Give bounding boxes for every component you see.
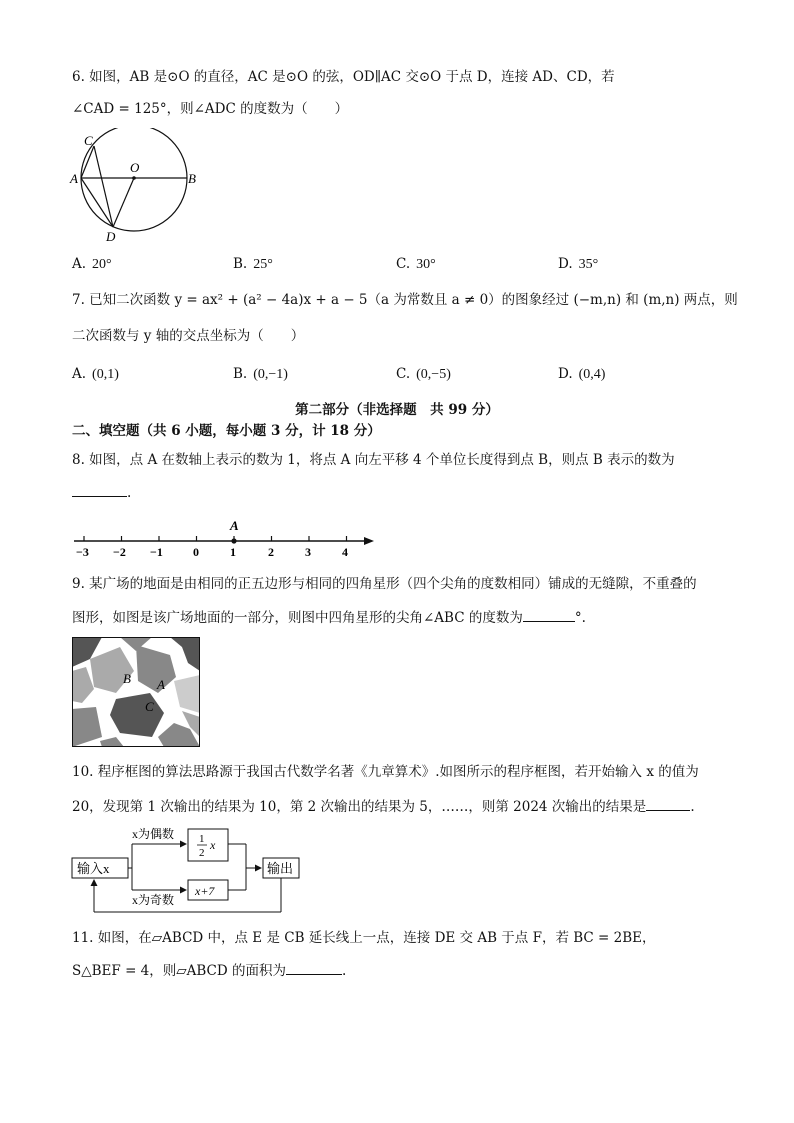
q10-text-line1: 10. 程序框图的算法思路源于我国古代数学名著《九章算术》.如图所示的程序框图，若开始输入 x 的值为 — [72, 764, 699, 780]
q8-point-label-a: A — [230, 518, 239, 533]
q9-label-A: A — [157, 677, 165, 692]
q6-option-a[interactable]: A. 20° — [72, 256, 112, 272]
q7-option-a[interactable]: A. (0,1) — [72, 366, 119, 382]
q6-label-D: D — [106, 229, 116, 244]
q6-label-A: A — [70, 171, 78, 186]
q8-number-line — [68, 514, 382, 560]
q10-half-var: x — [210, 838, 216, 852]
q10-plus7-box: x+7 — [195, 884, 215, 898]
q10-odd-label: x为奇数 — [132, 893, 175, 907]
q6-option-b[interactable]: B. 25° — [233, 256, 273, 272]
q6-label-C: C — [84, 133, 93, 148]
q8-tick-label: 3 — [305, 545, 311, 559]
q6-text-line1: 6. 如图，AB 是⊙O 的直径，AC 是⊙O 的弦，OD∥AC 交⊙O 于点 D，连接 AD、CD，若 — [72, 69, 615, 85]
q8-tick-label: 2 — [268, 545, 274, 559]
q8-tick-label: −1 — [150, 545, 163, 559]
q8-tick-label: 1 — [230, 545, 236, 559]
q8-answer-line: . — [72, 482, 131, 502]
q10-half-numerator: 1 — [199, 833, 205, 845]
q7-option-b[interactable]: B. (0,−1) — [233, 366, 288, 382]
q8-text-line1: 8. 如图，点 A 在数轴上表示的数为 1，将点 A 向左平移 4 个单位长度得到点 B，则点 B 表示的数为 — [72, 452, 675, 468]
q7-text-line2: 二次函数与 y 轴的交点坐标为（ ） — [72, 328, 305, 344]
q6-text-line2: ∠CAD = 125°，则∠ADC 的度数为（ ） — [72, 101, 349, 117]
q11-answer-blank[interactable] — [286, 960, 342, 975]
q10-even-label: x为偶数 — [132, 827, 175, 841]
q6-circle-figure — [66, 128, 216, 246]
q7-text-line1: 7. 已知二次函数 y = ax² + (a² − 4a)x + a − 5（a 为常数且 a ≠ 0）的图象经过 (−m,n) 和 (m,n) 两点，则 — [72, 292, 738, 308]
q6-label-O: O — [130, 160, 140, 175]
q11-text-line1: 11. 如图，在▱ABCD 中，点 E 是 CB 延长线上一点，连接 DE 交 AB 于点 F，若 BC = 2BE， — [72, 930, 656, 946]
q9-answer-blank[interactable] — [523, 607, 575, 622]
q7-option-d[interactable]: D. (0,4) — [558, 366, 606, 382]
part2-title: 第二部分（非选择题 共 99 分） — [295, 402, 499, 418]
q7-option-c[interactable]: C. (0,−5) — [396, 366, 451, 382]
q10-input-box: 输入x — [77, 861, 110, 876]
q10-answer-blank[interactable] — [646, 796, 690, 811]
q9-text-line1: 9. 某广场的地面是由相同的正五边形与相同的四角星形（四个尖角的度数相同）铺成的无缝隙，不重叠的 — [72, 576, 697, 592]
q8-tick-label: 4 — [342, 545, 348, 559]
q10-text-line2: 20，发现第 1 次输出的结果为 10，第 2 次输出的结果为 5，……，则第 2024 次输出的结果是 . — [72, 796, 695, 816]
q9-label-C: C — [145, 699, 154, 714]
q10-output-box: 输出 — [267, 861, 294, 876]
q9-label-B: B — [123, 671, 131, 686]
q6-option-c[interactable]: C. 30° — [396, 256, 436, 272]
q10-half-denominator: 2 — [199, 847, 205, 859]
q6-option-d[interactable]: D. 35° — [558, 256, 599, 272]
q9-text-line2: 图形，如图是该广场地面的一部分，则图中四角星形的尖角∠ABC 的度数为 °. — [72, 607, 586, 627]
q10-flowchart — [70, 824, 310, 916]
q8-tick-label: 0 — [193, 545, 199, 559]
q8-answer-blank[interactable] — [72, 482, 127, 497]
section2-title: 二、填空题（共 6 小题，每小题 3 分，计 18 分） — [72, 423, 381, 439]
q11-text-line2: S△BEF = 4，则▱ABCD 的面积为 . — [72, 960, 346, 980]
q8-tick-label: −3 — [76, 545, 89, 559]
q9-tiling-figure — [72, 637, 200, 747]
q8-tick-label: −2 — [113, 545, 126, 559]
q6-label-B: B — [188, 171, 196, 186]
